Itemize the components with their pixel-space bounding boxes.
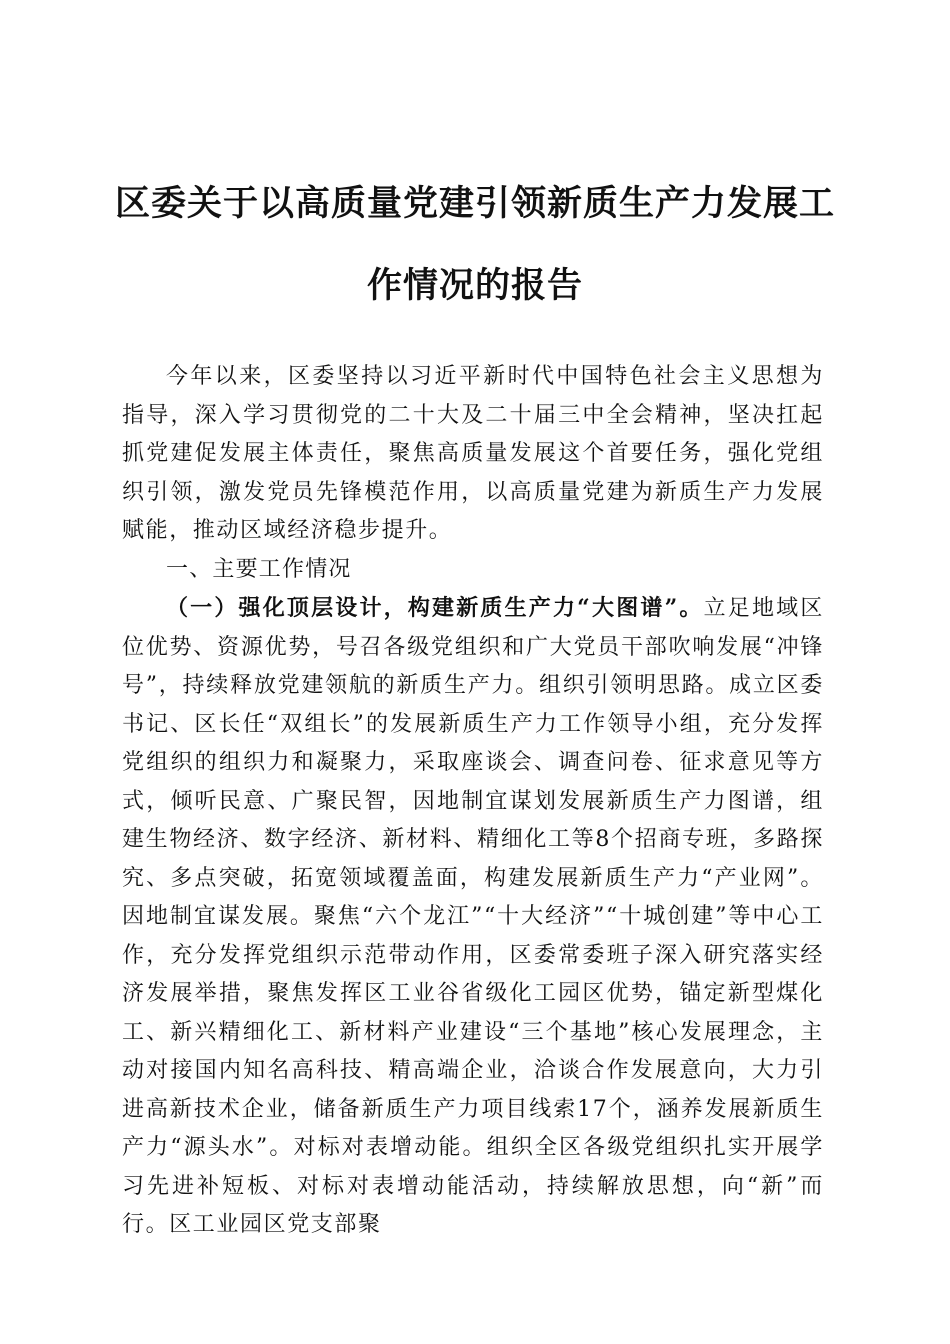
subsection-heading: （一）强化顶层设计，构建新质生产力“大图谱”。 [166, 595, 704, 621]
subsection-paragraph [122, 589, 824, 1245]
intro-paragraph: 今年以来，区委坚持以习近平新时代中国特色社会主义思想为指导，深入学习贯彻党的二十大及二十届三中全会精神，坚决扛起抓党建促发展主体责任，聚焦高质量发展这个首要任务，强化党组织引领，激发党员先锋模范作用，以高质量党建为新质生产力发展赋能，推动区域经济稳步提升。 [122, 364, 824, 543]
document-body [122, 358, 824, 1245]
document-title: 区委关于以高质量党建引领新质生产力发展工作情况的报告 [114, 183, 835, 306]
subsection-text: 立足地域区位优势、资源优势，号召各级党组织和广大党员干部吹响发展“冲锋号”，持续释放党建领航的新质生产力。组织引领明思路。成立区委书记、区长任“双组长”的发展新质生产力工作领导小组，充分发挥党组织的组织力和凝聚力，采取座谈会、调查问卷、征求意见等方式，倾听民意、广聚民智，因地制宜谋划发展新质生产力图谱，组建生物经济、数字经济、新材料、精细化工等8个招商专班，多路探究、多点突破，拓宽领域覆盖面，构建发展新质生产力“产业网”。因地制宜谋发展。聚焦“六个龙江”“十大经济”“十城创建”等中心工作，充分发挥党组织示范带动作用，区委常委班子深入研究落实经济发展举措，聚焦发挥区工业谷省级化工园区优势，锚定新型煤化工、新兴精细化工、新材料产业建设“三个基地”核心发展理念，主动对接国内知名高科技、精高端企业，洽谈合作发展意向，大力引进高新技术企业，储备新质生产力项目线索17个，涵养发展新质生产力“源头水”。对标对表增动能。组织全区各级党组织扎实开展学习先进补短板、对标对表增动能活动，持续解放思想，向“新”而行。区工业园区党支部聚 [122, 596, 824, 1237]
section-heading: 一、主要工作情况 [166, 556, 352, 582]
